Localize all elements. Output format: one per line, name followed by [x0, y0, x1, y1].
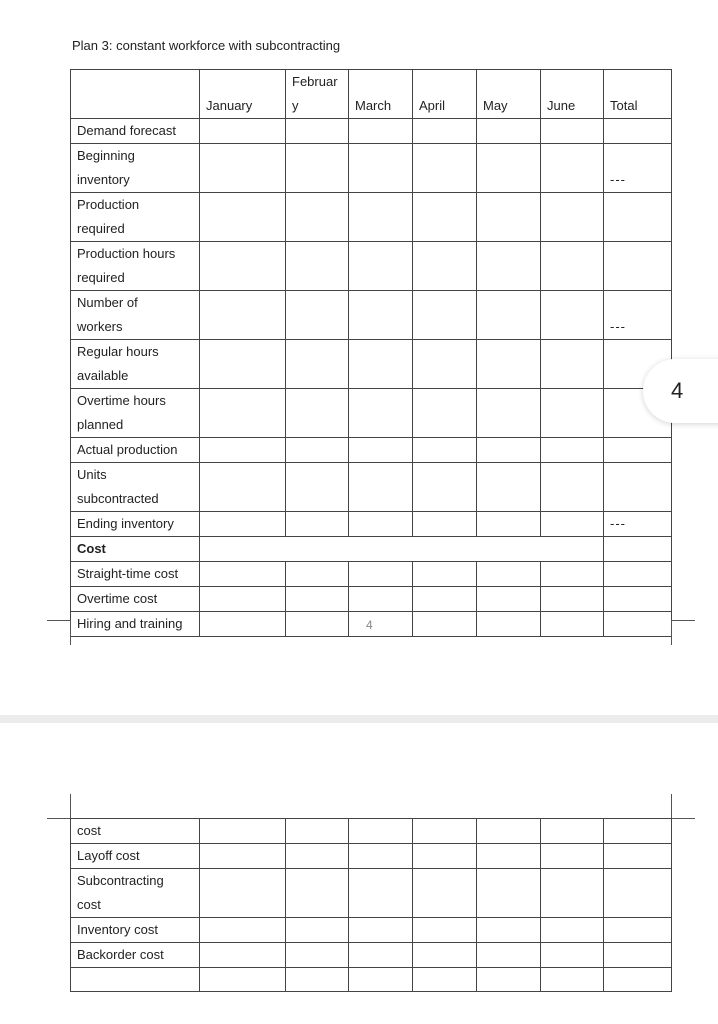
- col-february-l1: Februar: [292, 74, 338, 89]
- col-june: June: [541, 70, 604, 119]
- label-backorder-cost: Backorder cost: [71, 943, 200, 968]
- cell[interactable]: [200, 819, 286, 844]
- cell[interactable]: [413, 869, 477, 918]
- label-hiring-and-training-cont: cost: [71, 819, 200, 844]
- row-layoff-cost: [71, 844, 672, 869]
- cell[interactable]: [286, 612, 349, 637]
- cell[interactable]: [200, 463, 286, 512]
- cell[interactable]: [541, 968, 604, 992]
- label-production-required: [71, 193, 200, 242]
- label-line: Production: [77, 197, 140, 212]
- cell[interactable]: [286, 819, 349, 844]
- cell[interactable]: [200, 242, 286, 291]
- cell[interactable]: [477, 340, 541, 389]
- cell[interactable]: [541, 512, 604, 537]
- cell[interactable]: [349, 512, 413, 537]
- label-line: workers: [77, 319, 123, 334]
- cell[interactable]: [541, 612, 604, 637]
- row-number-of-workers: [71, 291, 672, 340]
- cell[interactable]: [477, 918, 541, 943]
- label-line: available: [77, 368, 129, 383]
- total-dash: ---: [604, 512, 672, 537]
- page-number: 4: [366, 618, 373, 632]
- cell[interactable]: [286, 242, 349, 291]
- cell[interactable]: [286, 844, 349, 869]
- cell[interactable]: [413, 438, 477, 463]
- cell[interactable]: [286, 340, 349, 389]
- cell[interactable]: [541, 587, 604, 612]
- row-production-hours-required: [71, 242, 672, 291]
- label-ending-inventory: Ending inventory: [71, 512, 200, 537]
- cell[interactable]: [349, 844, 413, 869]
- cell[interactable]: [200, 968, 286, 992]
- cell[interactable]: [413, 193, 477, 242]
- label-hiring-and-training: Hiring and training: [71, 612, 200, 637]
- cell[interactable]: [349, 144, 413, 193]
- cell[interactable]: [413, 587, 477, 612]
- cell[interactable]: [413, 242, 477, 291]
- cell[interactable]: [286, 193, 349, 242]
- cell[interactable]: [604, 193, 672, 242]
- cell[interactable]: [604, 612, 672, 637]
- cell[interactable]: [477, 463, 541, 512]
- cell[interactable]: [286, 389, 349, 438]
- cell[interactable]: [604, 819, 672, 844]
- cell[interactable]: [413, 943, 477, 968]
- page-corner-mark: [47, 620, 71, 645]
- cell[interactable]: [604, 968, 672, 992]
- page-indicator-badge[interactable]: 4: [643, 359, 718, 423]
- cell[interactable]: [604, 562, 672, 587]
- row-hiring-and-training-cont: [71, 819, 672, 844]
- cell[interactable]: [477, 844, 541, 869]
- label-subcontracting-cost: [71, 869, 200, 918]
- cell[interactable]: [200, 291, 286, 340]
- cell[interactable]: [349, 438, 413, 463]
- cell[interactable]: [286, 968, 349, 992]
- label-cost: Cost: [71, 537, 200, 562]
- cell[interactable]: [541, 869, 604, 918]
- header-row: [71, 70, 672, 119]
- total-dash: ---: [604, 291, 672, 340]
- label-line: required: [77, 221, 125, 236]
- cell[interactable]: [541, 242, 604, 291]
- cell[interactable]: [200, 144, 286, 193]
- cell[interactable]: [413, 144, 477, 193]
- cell[interactable]: [477, 291, 541, 340]
- cell[interactable]: [349, 918, 413, 943]
- cell[interactable]: [604, 119, 672, 144]
- cell[interactable]: [477, 562, 541, 587]
- cell[interactable]: [541, 119, 604, 144]
- row-ending-inventory: [71, 512, 672, 537]
- cell[interactable]: [413, 340, 477, 389]
- cell[interactable]: [349, 119, 413, 144]
- page-corner-mark: [671, 620, 695, 645]
- cell[interactable]: [349, 968, 413, 992]
- cell[interactable]: [477, 587, 541, 612]
- label-line: Subcontracting: [77, 873, 164, 888]
- cell[interactable]: [413, 844, 477, 869]
- label-line: Number of: [77, 295, 138, 310]
- cell[interactable]: [477, 144, 541, 193]
- cell[interactable]: [604, 918, 672, 943]
- cell[interactable]: [286, 943, 349, 968]
- cell[interactable]: [286, 587, 349, 612]
- cell[interactable]: [541, 844, 604, 869]
- label-inventory-cost: Inventory cost: [71, 918, 200, 943]
- cell[interactable]: [349, 819, 413, 844]
- label-overtime-hours-planned: [71, 389, 200, 438]
- row-blank: [71, 968, 672, 992]
- cell[interactable]: [477, 389, 541, 438]
- col-may: May: [477, 70, 541, 119]
- cell[interactable]: [604, 463, 672, 512]
- cell[interactable]: [71, 968, 200, 992]
- cell[interactable]: [477, 193, 541, 242]
- page-corner-mark: [671, 794, 695, 819]
- cell[interactable]: [413, 562, 477, 587]
- cell[interactable]: [604, 844, 672, 869]
- cell[interactable]: [413, 512, 477, 537]
- cell[interactable]: [413, 968, 477, 992]
- label-line: Units: [77, 467, 107, 482]
- col-april: April: [413, 70, 477, 119]
- label-overtime-cost: Overtime cost: [71, 587, 200, 612]
- label-units-subcontracted: [71, 463, 200, 512]
- cell[interactable]: [541, 463, 604, 512]
- cell[interactable]: [349, 562, 413, 587]
- cell[interactable]: [286, 119, 349, 144]
- label-layoff-cost: Layoff cost: [71, 844, 200, 869]
- plan-table: [70, 69, 672, 637]
- cell[interactable]: [286, 438, 349, 463]
- cell[interactable]: [541, 918, 604, 943]
- cell[interactable]: [413, 463, 477, 512]
- cell[interactable]: [541, 438, 604, 463]
- cell[interactable]: [604, 537, 672, 562]
- cost-span-cell: [200, 537, 604, 562]
- label-straight-time-cost: Straight-time cost: [71, 562, 200, 587]
- cell[interactable]: [200, 918, 286, 943]
- cell[interactable]: [200, 869, 286, 918]
- label-line: subcontracted: [77, 491, 159, 506]
- row-actual-production: [71, 438, 672, 463]
- label-actual-production: Actual production: [71, 438, 200, 463]
- cell[interactable]: [200, 562, 286, 587]
- label-beginning-inventory: [71, 144, 200, 193]
- cell[interactable]: [349, 193, 413, 242]
- col-february: [286, 70, 349, 119]
- cell[interactable]: [477, 968, 541, 992]
- row-beginning-inventory: [71, 144, 672, 193]
- cell[interactable]: [477, 512, 541, 537]
- label-line: Beginning: [77, 148, 135, 163]
- cell[interactable]: [200, 119, 286, 144]
- cell[interactable]: [200, 193, 286, 242]
- cell[interactable]: [349, 242, 413, 291]
- cell[interactable]: [200, 612, 286, 637]
- cell[interactable]: [286, 918, 349, 943]
- plan-title: Plan 3: constant workforce with subcontracting: [72, 38, 341, 53]
- label-number-of-workers: [71, 291, 200, 340]
- label-line: Regular hours: [77, 344, 159, 359]
- cell[interactable]: [200, 389, 286, 438]
- cell[interactable]: [541, 193, 604, 242]
- cell[interactable]: [200, 340, 286, 389]
- row-straight-time-cost: [71, 562, 672, 587]
- cell[interactable]: [604, 438, 672, 463]
- cell[interactable]: [349, 389, 413, 438]
- cell[interactable]: [413, 819, 477, 844]
- cell[interactable]: [349, 612, 413, 637]
- cell[interactable]: [286, 144, 349, 193]
- cell[interactable]: [200, 438, 286, 463]
- cell[interactable]: [413, 119, 477, 144]
- cell[interactable]: [541, 819, 604, 844]
- cell[interactable]: [604, 869, 672, 918]
- page-gap: [0, 715, 718, 723]
- cell[interactable]: [286, 512, 349, 537]
- cell[interactable]: [541, 340, 604, 389]
- row-cost-header: [71, 537, 672, 562]
- label-line: Overtime hours: [77, 393, 166, 408]
- row-production-required: [71, 193, 672, 242]
- row-overtime-hours-planned: [71, 389, 672, 438]
- cell[interactable]: [286, 291, 349, 340]
- cell[interactable]: [541, 562, 604, 587]
- row-regular-hours-available: [71, 340, 672, 389]
- cell[interactable]: [349, 340, 413, 389]
- row-inventory-cost: [71, 918, 672, 943]
- cell[interactable]: [604, 587, 672, 612]
- col-march: March: [349, 70, 413, 119]
- cell[interactable]: [286, 869, 349, 918]
- cell[interactable]: [349, 869, 413, 918]
- cell[interactable]: [413, 389, 477, 438]
- cell[interactable]: [477, 819, 541, 844]
- row-backorder-cost: [71, 943, 672, 968]
- row-overtime-cost: [71, 587, 672, 612]
- cell[interactable]: [200, 844, 286, 869]
- label-line: Production hours: [77, 246, 176, 261]
- cell[interactable]: [349, 291, 413, 340]
- row-demand-forecast: [71, 119, 672, 144]
- cell[interactable]: [200, 943, 286, 968]
- col-january: January: [200, 70, 286, 119]
- cell[interactable]: [349, 463, 413, 512]
- plan-table-continued: [70, 818, 672, 992]
- cell[interactable]: [604, 943, 672, 968]
- cell[interactable]: [477, 438, 541, 463]
- cell[interactable]: [413, 612, 477, 637]
- label-production-hours-required: [71, 242, 200, 291]
- cell[interactable]: [477, 943, 541, 968]
- col-february-l2: y: [292, 98, 299, 113]
- cell[interactable]: [413, 918, 477, 943]
- cell[interactable]: [477, 119, 541, 144]
- cell[interactable]: [477, 869, 541, 918]
- row-subcontracting-cost: [71, 869, 672, 918]
- row-units-subcontracted: [71, 463, 672, 512]
- cell[interactable]: [604, 242, 672, 291]
- cell[interactable]: [477, 612, 541, 637]
- header-blank: [71, 70, 200, 119]
- label-line: planned: [77, 417, 124, 432]
- label-regular-hours-available: [71, 340, 200, 389]
- cell[interactable]: [541, 943, 604, 968]
- label-line: inventory: [77, 172, 130, 187]
- cell[interactable]: [286, 562, 349, 587]
- cell[interactable]: [286, 463, 349, 512]
- cell[interactable]: [349, 587, 413, 612]
- total-dash: ---: [604, 144, 672, 193]
- cell[interactable]: [413, 291, 477, 340]
- cell[interactable]: [200, 587, 286, 612]
- cell[interactable]: [541, 144, 604, 193]
- cell[interactable]: [541, 389, 604, 438]
- cell[interactable]: [541, 291, 604, 340]
- cell[interactable]: [200, 512, 286, 537]
- label-demand-forecast: Demand forecast: [71, 119, 200, 144]
- cell[interactable]: [349, 943, 413, 968]
- label-line: cost: [77, 897, 101, 912]
- page-corner-mark: [47, 794, 71, 819]
- cell[interactable]: [477, 242, 541, 291]
- col-total: Total: [604, 70, 672, 119]
- label-line: required: [77, 270, 125, 285]
